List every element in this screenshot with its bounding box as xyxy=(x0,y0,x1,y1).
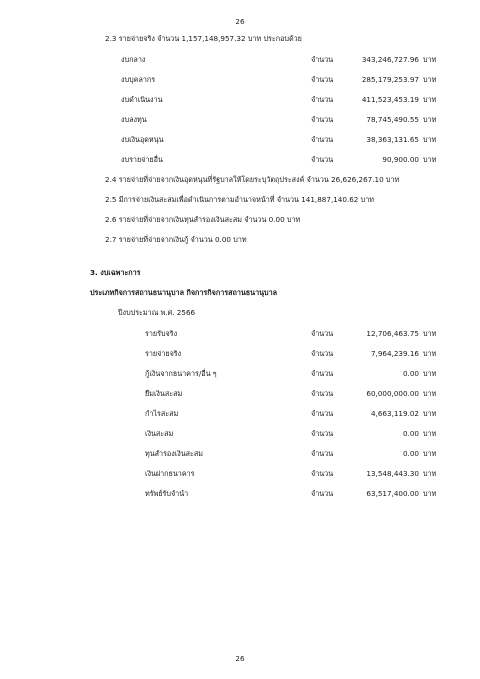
amount-unit: บาท xyxy=(423,329,437,338)
amount-unit: บาท xyxy=(423,469,437,478)
pawnshop-label: กำไรสะสม xyxy=(145,409,179,418)
item-2-4: 2.4 รายจ่ายที่จ่ายจากเงินอุดหนุนที่รัฐบาลให้โดยระบุวัตถุประสงค์ จำนวน 26,626,267.10 บาท xyxy=(105,175,400,184)
amount-word: จำนวน xyxy=(311,135,334,144)
amount-value: 60,000,000.00 xyxy=(366,389,419,398)
amount-value: 7,964,239.16 xyxy=(370,349,419,358)
amount-value: 0.00 xyxy=(402,449,419,458)
amount-unit: บาท xyxy=(423,135,437,144)
amount-word: จำนวน xyxy=(311,469,334,478)
amount-value: 12,706,463.75 xyxy=(366,329,419,338)
amount-unit: บาท xyxy=(423,95,437,104)
amount-value: 411,523,453.19 xyxy=(361,95,419,104)
amount-word: จำนวน xyxy=(311,55,334,64)
page-number-top: 26 xyxy=(235,17,245,26)
item-2-5: 2.5 มีการจ่ายเงินสะสมเพื่อดำเนินการตามอำนาจหน้าที่ จำนวน 141,887,140.62 บาท xyxy=(105,195,374,204)
expense-label: งบลงทุน xyxy=(121,115,147,124)
amount-word: จำนวน xyxy=(311,429,334,438)
pawnshop-label: ทรัพย์รับจำนำ xyxy=(145,489,189,498)
expense-label: งบกลาง xyxy=(121,55,146,64)
amount-unit: บาท xyxy=(423,429,437,438)
amount-unit: บาท xyxy=(423,349,437,358)
pawnshop-label: ทุนสำรองเงินสะสม xyxy=(145,449,204,458)
amount-value: 13,548,443.30 xyxy=(366,469,419,478)
amount-word: จำนวน xyxy=(311,329,334,338)
pawnshop-label: กู้เงินจากธนาคาร/อื่น ๆ xyxy=(145,369,217,378)
item-2-7: 2.7 รายจ่ายที่จ่ายจากเงินกู้ จำนวน 0.00 บาท xyxy=(105,235,247,244)
pawnshop-label: เงินสะสม xyxy=(145,429,174,438)
section-2-3-heading: 2.3 รายจ่ายจริง จำนวน 1,157,148,957.32 บาท ประกอบด้วย xyxy=(105,34,302,43)
expense-label: งบเงินอุดหนุน xyxy=(121,135,164,144)
pawnshop-label: รายจ่ายจริง xyxy=(145,349,182,358)
amount-unit: บาท xyxy=(423,449,437,458)
amount-word: จำนวน xyxy=(311,95,334,104)
amount-value: 343,246,727.96 xyxy=(361,55,419,64)
amount-unit: บาท xyxy=(423,389,437,398)
pawnshop-label: รายรับจริง xyxy=(145,329,178,338)
amount-unit: บาท xyxy=(423,75,437,84)
amount-word: จำนวน xyxy=(311,349,334,358)
item-2-6: 2.6 รายจ่ายที่จ่ายจากเงินทุนสำรองเงินสะสม จำนวน 0.00 บาท xyxy=(105,215,301,224)
amount-unit: บาท xyxy=(423,489,437,498)
expense-label: งบดำเนินงาน xyxy=(121,95,163,104)
section-3-subtitle: ประเภทกิจการสถานธนานุบาล กิจการกิจการสถานธนานุบาล xyxy=(90,288,278,297)
amount-word: จำนวน xyxy=(311,155,334,164)
amount-word: จำนวน xyxy=(311,369,334,378)
pawnshop-label: ยืมเงินสะสม xyxy=(145,389,183,398)
amount-value: 38,363,131.65 xyxy=(366,135,419,144)
amount-word: จำนวน xyxy=(311,389,334,398)
amount-word: จำนวน xyxy=(311,449,334,458)
amount-value: 63,517,400.00 xyxy=(366,489,419,498)
amount-value: 0.00 xyxy=(402,369,419,378)
page-number-bottom: 26 xyxy=(235,654,245,663)
amount-unit: บาท xyxy=(423,409,437,418)
amount-value: 285,179,253.97 xyxy=(361,75,419,84)
amount-value: 4,663,119.02 xyxy=(370,409,419,418)
section-3-title: 3. งบเฉพาะการ xyxy=(90,268,141,277)
amount-value: 90,900.00 xyxy=(382,155,419,164)
expense-label: งบบุคลากร xyxy=(121,75,156,84)
amount-word: จำนวน xyxy=(311,409,334,418)
amount-unit: บาท xyxy=(423,155,437,164)
amount-word: จำนวน xyxy=(311,115,334,124)
amount-unit: บาท xyxy=(423,369,437,378)
amount-word: จำนวน xyxy=(311,489,334,498)
amount-unit: บาท xyxy=(423,55,437,64)
amount-value: 78,745,490.55 xyxy=(366,115,419,124)
amount-value: 0.00 xyxy=(402,429,419,438)
amount-unit: บาท xyxy=(423,115,437,124)
expense-label: งบรายจ่ายอื่น xyxy=(121,155,163,164)
pawnshop-label: เงินฝากธนาคาร xyxy=(145,469,195,478)
amount-word: จำนวน xyxy=(311,75,334,84)
fiscal-year: ปีงบประมาณ พ.ศ. 2566 xyxy=(118,308,196,317)
